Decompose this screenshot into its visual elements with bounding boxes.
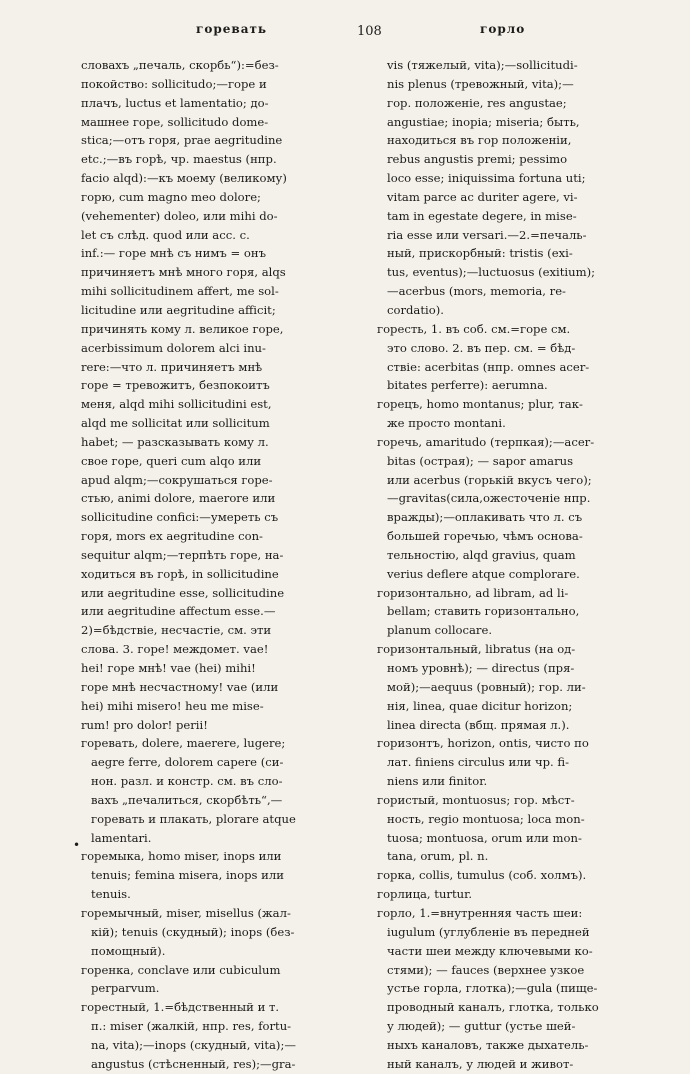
margin-bullet: •: [73, 838, 81, 852]
text-line: или acerbus (горькій вкусъ чего);: [387, 472, 592, 487]
text-line: hei) mihi misero! heu me mise-: [81, 698, 264, 713]
text-line: горлица, turtur.: [377, 887, 473, 902]
text-line: горемычный, miser, misellus (жал-: [81, 905, 291, 920]
text-line: горя, mors ex aegritudine con-: [81, 529, 263, 544]
text-line: ныхъ каналовъ, также дыхатель-: [387, 1037, 589, 1052]
text-line: niens или finitor.: [387, 774, 488, 789]
text-line: горемыка, homo miser, inops или: [81, 849, 282, 864]
text-line: apud alqm;—сокрушаться горе-: [81, 472, 273, 487]
text-line: acerbissimum dolorem alci inu-: [81, 340, 266, 355]
text-line: vis (тяжелый, vita);—sollicitudi-: [387, 58, 578, 72]
text-line: номъ уровнѣ); — directus (пря-: [387, 661, 575, 675]
text-line: linea directa (вбщ. прямая л.).: [387, 717, 570, 732]
text-line: etc.;—въ горѣ, чр. maestus (нпр.: [81, 152, 277, 167]
text-line: sollicitudine confici:—умереть съ: [81, 510, 279, 525]
text-line: cordatio).: [387, 302, 444, 317]
text-line: горизонтъ, horizon, ontis, чисто по: [377, 736, 589, 751]
text-line: bellam; ставить горизонтально,: [387, 604, 580, 619]
text-line: горенка, conclave или cubiculum: [81, 962, 281, 977]
text-line: горевать, dolere, maerere, lugere;: [81, 736, 286, 751]
text-line: tenuis.: [91, 887, 131, 902]
text-line: mihi sollicitudinem affert, me sol-: [81, 284, 279, 299]
text-line: кій); tenuis (скудный); inops (без-: [91, 924, 295, 939]
text-line: tuosa; montuosa, orum или mon-: [387, 830, 582, 845]
left-column: [81, 56, 369, 1074]
text-line: 2)=бѣдствіе, несчастіе, см. эти: [81, 623, 272, 638]
text-line: aegre ferre, dolorem capere (си-: [91, 755, 284, 770]
text-line: словахъ „печаль, скорбь“):=без-: [81, 58, 279, 72]
text-line: facio alqd):—къ моему (великому): [81, 171, 287, 186]
text-line: или aegritudine esse, sollicitudine: [81, 585, 285, 600]
text-line: горизонтальный, libratus (на од-: [377, 642, 576, 657]
running-head-right: горло: [480, 22, 526, 36]
text-line: горевать и плакать, plorare atque: [91, 811, 296, 826]
text-line: лат. finiens circulus или чр. fi-: [387, 755, 570, 770]
text-line: нон. разл. и констр. см. въ сло-: [91, 774, 283, 789]
text-line: п.: miser (жалкій, нпр. res, fortu-: [91, 1019, 292, 1034]
text-line: меня, alqd mihi sollicitudini est,: [81, 397, 272, 412]
text-line: tam in egestate degere, in mise-: [387, 208, 577, 223]
text-line: rebus angustis premi; pessimo: [387, 152, 568, 167]
text-line: горло, 1.=внутренняя часть шеи:: [377, 905, 583, 920]
right-column: [377, 56, 665, 1074]
text-line: горечь, amaritudo (терпкая);—acer-: [377, 434, 595, 449]
text-line: гористый, montuosus; гор. мѣст-: [377, 792, 575, 807]
text-line: части шеи между ключевыми ко-: [387, 943, 593, 958]
text-line: inf.:— горе мнѣ съ нимъ = онъ: [81, 246, 266, 261]
text-line: alqd me sollicitat или sollicitum: [81, 416, 270, 431]
text-line: горестный, 1.=бѣдственный и т.: [81, 1000, 280, 1015]
text-line: vitam parce ac duriter agere, vi-: [387, 189, 578, 204]
text-line: находиться въ гор положеніи,: [387, 133, 572, 148]
running-head-left: горевать: [196, 22, 268, 36]
text-line: tenuis; femina misera, inops или: [91, 868, 284, 883]
text-line: iugulum (углубленіе въ передней: [387, 924, 590, 939]
text-line: let съ слѣд. quod или acc. c.: [81, 227, 250, 242]
text-line: ствіе: acerbitas (нпр. omnes acer-: [387, 359, 590, 374]
text-line: горю, cum magno meo dolore;: [81, 189, 261, 204]
text-line: angustiae; inopia; miseria; быть,: [387, 114, 580, 129]
text-line: это слово. 2. въ пер. см. = бѣд-: [387, 340, 576, 355]
text-line: bitates perferre): aerumna.: [387, 378, 548, 393]
text-line: verius deflere atque complorare.: [387, 566, 580, 581]
text-line: nis plenus (тревожный, vita);—: [387, 76, 574, 91]
text-line: плачъ, luctus et lamentatio; до-: [81, 95, 269, 110]
text-line: стью, animi dolore, maerore или: [81, 491, 276, 506]
text-line: hei! горе мнѣ! vae (hei) mihi!: [81, 661, 256, 675]
text-line: тельностію, alqd gravius, quam: [387, 547, 576, 562]
text-line: ный каналъ, у людей и живот-: [387, 1056, 574, 1071]
text-line: perparvum.: [91, 981, 160, 996]
text-line: причинять кому л. великое горе,: [81, 321, 284, 336]
text-line: na, vita);—inops (скудный, vita);—: [91, 1037, 296, 1052]
text-line: bitas (острая); — sapor amarus: [387, 453, 574, 468]
text-line: или aegritudine affectum esse.—: [81, 604, 276, 619]
text-line: машнее горе, sollicitudo dome-: [81, 114, 269, 129]
text-line: же просто montani.: [387, 416, 506, 431]
page-number: 108: [357, 24, 382, 39]
text-line: слова. 3. горе! междомет. vae!: [81, 642, 269, 657]
text-line: горецъ, homo montanus; plur, так-: [377, 397, 583, 412]
text-line: причиняетъ мнѣ много горя, alqs: [81, 265, 286, 280]
text-line: tus, eventus);—luctuosus (exitium);: [387, 265, 595, 280]
text-line: горе = тревожитъ, безпокоитъ: [81, 378, 270, 393]
text-line: устье горла, глотка);—gula (пище-: [387, 981, 598, 996]
text-line: горизонтально, ad libram, ad li-: [377, 585, 569, 600]
text-line: licitudine или aegritudine afficit;: [81, 302, 276, 317]
text-line: rum! pro dolor! perii!: [81, 717, 208, 732]
text-line: горе мнѣ несчастному! vae (или: [81, 679, 279, 694]
text-line: вражды);—оплакивать что л. съ: [387, 510, 583, 525]
text-line: loco esse; iniquissima fortuna uti;: [387, 171, 586, 186]
text-line: мой);—aequus (ровный); гор. ли-: [387, 679, 586, 694]
text-line: горесть, 1. въ соб. см.=горе см.: [377, 321, 571, 336]
text-line: rere:—что л. причиняетъ мнѣ: [81, 359, 263, 374]
text-line: —gravitas(сила,ожесточеніе нпр.: [387, 491, 591, 506]
text-line: ный, прискорбный: tristis (exi-: [387, 246, 573, 261]
text-line: planum collocare.: [387, 623, 493, 638]
text-line: у людей); — guttur (устье шей-: [387, 1019, 576, 1034]
text-line: —acerbus (mors, memoria, re-: [387, 284, 566, 299]
text-line: ria esse или versari.—2.=печаль-: [387, 227, 587, 242]
text-line: (vehementer) doleo, или mihi do-: [81, 208, 278, 223]
text-line: ность, regio montuosa; loca mon-: [387, 811, 585, 826]
text-line: stica;—отъ горя, prae aegritudine: [81, 133, 283, 148]
text-line: ходиться въ горѣ, in sollicitudine: [81, 566, 279, 581]
text-line: lamentari.: [91, 830, 152, 845]
text-line: горка, collis, tumulus (соб. холмъ).: [377, 868, 587, 883]
text-line: tana, orum, pl. n.: [387, 849, 489, 864]
text-line: помощный).: [91, 943, 166, 958]
text-line: большей горечью, чѣмъ основа-: [387, 529, 583, 544]
text-line: angustus (стѣсненный, res);—gra-: [91, 1056, 296, 1071]
text-line: вахъ „печалиться, скорбѣть“,—: [91, 792, 283, 807]
text-line: гор. положеніе, res angustae;: [387, 95, 567, 110]
text-line: свое горе, queri cum alqo или: [81, 453, 262, 468]
text-line: habet; — разсказывать кому л.: [81, 434, 269, 449]
text-line: нія, linea, quae dicitur horizon;: [387, 698, 573, 713]
text-line: покойство: sollicitudo;—горе и: [81, 76, 267, 91]
text-line: sequitur alqm;—терпѣть горе, на-: [81, 547, 284, 562]
text-line: проводный каналъ, глотка, только: [387, 1000, 599, 1015]
text-line: стями); — fauces (верхнее узкое: [387, 962, 585, 977]
